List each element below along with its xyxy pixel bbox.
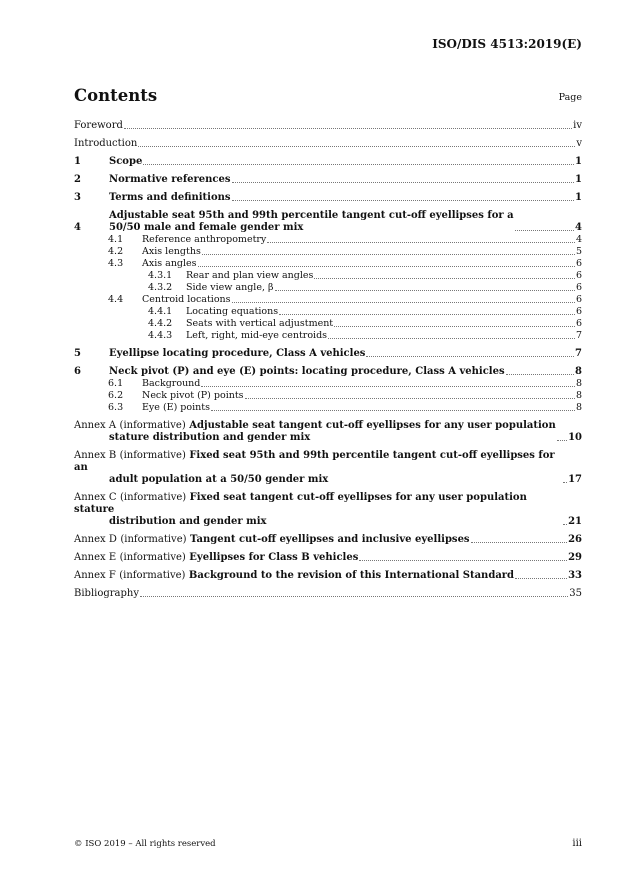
toc-entry-title-continued: stature distribution and gender mix — [109, 432, 311, 443]
toc-entry-number: 4 — [74, 222, 81, 233]
toc-entry-page: 26 — [568, 534, 582, 545]
toc-entry-page: 29 — [568, 552, 582, 563]
dot-leader — [334, 326, 575, 327]
toc-entry-number: 5 — [74, 348, 81, 359]
toc-entry-title: Left, right, mid-eye centroids — [186, 330, 328, 341]
dot-leader — [138, 146, 575, 147]
toc-entry[interactable] — [74, 234, 582, 246]
dot-leader — [143, 164, 574, 165]
dot-leader — [366, 356, 574, 357]
toc-entry-page: 35 — [569, 588, 582, 599]
annex-prefix: Annex A — [74, 420, 117, 431]
dot-leader — [124, 128, 572, 129]
dot-leader — [232, 200, 575, 201]
toc-entry-title: Eyellipses for Class B vehicles — [189, 552, 359, 563]
toc-entry-page: 6 — [575, 318, 582, 329]
toc-entry[interactable] — [74, 294, 582, 306]
toc-entry-title: Foreword — [74, 120, 123, 131]
toc-entry-page: 1 — [575, 192, 582, 203]
dot-leader — [279, 314, 575, 315]
toc-entry-title: Locating equations — [186, 306, 279, 317]
toc-entry-page: 4 — [575, 222, 582, 233]
dot-leader — [563, 482, 567, 483]
dot-leader — [314, 278, 575, 279]
annex-prefix: Annex C — [74, 492, 117, 503]
dot-leader — [328, 338, 575, 339]
toc-entry-title: Seats with vertical adjustment — [186, 318, 334, 329]
dot-leader — [198, 266, 575, 267]
toc-entry-title: Rear and plan view angles — [186, 270, 314, 281]
dot-leader — [471, 542, 568, 543]
toc-entry-title-continued: 50/50 male and female gender mix — [109, 222, 304, 233]
dot-leader — [232, 302, 575, 303]
toc-entry[interactable] — [74, 348, 582, 360]
toc-entry-number: 1 — [74, 156, 81, 167]
annex-prefix: Annex D — [74, 534, 117, 545]
toc-entry-title: Neck pivot (P) and eye (E) points: locating procedure, Class A vehicles — [109, 366, 505, 377]
dot-leader — [211, 410, 575, 411]
toc-entry-number: 3 — [74, 192, 81, 203]
toc-entry-title: Adjustable seat tangent cut-off eyellipses for any user population — [189, 420, 556, 431]
dot-leader — [506, 374, 574, 375]
toc-entry-number: 4.1 — [108, 234, 124, 245]
toc-entry[interactable] — [74, 210, 582, 234]
toc-entry-title: Adjustable seat 95th and 99th percentile tangent cut-off eyellipses for a — [109, 210, 514, 221]
dot-leader — [202, 254, 575, 255]
toc-entry-title: Background — [142, 378, 201, 389]
toc-entry-page: 5 — [575, 246, 582, 257]
toc-entry-page: v — [576, 138, 582, 149]
toc-entry-title: Reference anthropometry — [142, 234, 267, 245]
dot-leader — [201, 386, 575, 387]
toc-entry-number: 4.4 — [108, 294, 124, 305]
annex-informative-label: (informative) — [119, 450, 186, 461]
toc-entry[interactable] — [74, 306, 582, 318]
dot-leader — [563, 524, 567, 525]
dot-leader — [140, 596, 568, 597]
toc-entry-title: Fixed seat tangent cut-off eyellipses for any user population stature — [74, 492, 527, 515]
toc-entry[interactable] — [74, 330, 582, 342]
dot-leader — [359, 560, 567, 561]
toc-entry-page: 7 — [575, 330, 582, 341]
toc-entry-title: Terms and definitions — [109, 192, 231, 203]
toc-entry-number: 6 — [74, 366, 81, 377]
toc-entry-page: 6 — [575, 294, 582, 305]
toc-entry[interactable] — [74, 258, 582, 270]
toc-entry-page: 8 — [575, 402, 582, 413]
toc-entry-number: 4.3 — [108, 258, 124, 269]
toc-entry-number: 4.2 — [108, 246, 124, 257]
toc-entry[interactable] — [74, 366, 582, 378]
toc-entry[interactable] — [74, 174, 582, 186]
contents-heading: Contents — [74, 86, 158, 105]
toc-entry-page: 1 — [575, 174, 582, 185]
toc-entry-title: Axis lengths — [142, 246, 201, 257]
toc-entry-title: Axis angles — [142, 258, 197, 269]
toc-entry-title: Side view angle, β — [186, 282, 274, 293]
toc-entry-page: 8 — [575, 390, 582, 401]
toc-entry[interactable] — [74, 402, 582, 414]
toc-entry-page: 21 — [568, 516, 582, 527]
toc-entry-number: 4.4.2 — [148, 318, 173, 329]
toc-entry-title: Background to the revision of this International Standard — [188, 570, 515, 581]
toc-entry-number: 4.4.3 — [148, 330, 173, 341]
annex-informative-label: (informative) — [119, 552, 186, 563]
annex-informative-label: (informative) — [119, 492, 187, 503]
toc-entry-page: 8 — [575, 366, 582, 377]
toc-entry-page: 6 — [575, 282, 582, 293]
dot-leader — [557, 440, 567, 441]
annex-informative-label: (informative) — [120, 534, 187, 545]
toc-entry-title: Tangent cut-off eyellipses and inclusive eyellipses — [190, 534, 470, 545]
toc-entry-title: Centroid locations — [142, 294, 231, 305]
page-number: iii — [572, 838, 582, 849]
toc-entry-title: Scope — [109, 156, 143, 167]
toc-entry[interactable] — [74, 570, 582, 582]
toc-entry-title: Bibliography — [74, 588, 139, 599]
toc-entry-title: Introduction — [74, 138, 138, 149]
dot-leader — [515, 578, 567, 579]
toc-entry[interactable] — [74, 246, 582, 258]
toc-entry[interactable] — [74, 318, 582, 330]
toc-entry-title: Neck pivot (P) points — [142, 390, 244, 401]
page-column-label: Page — [558, 92, 582, 103]
annex-prefix: Annex E — [74, 552, 117, 563]
toc-entry[interactable] — [74, 378, 582, 390]
toc-entry[interactable] — [74, 282, 582, 294]
toc-entry-page: 6 — [575, 258, 582, 269]
annex-prefix: Annex F — [74, 570, 116, 581]
toc-entry-page: 1 — [575, 156, 582, 167]
toc-entry-page: 33 — [568, 570, 582, 581]
toc-entry-page: iv — [573, 120, 582, 131]
dot-leader — [267, 242, 575, 243]
toc-entry-title-continued: distribution and gender mix — [109, 516, 267, 527]
annex-informative-label: (informative) — [119, 420, 186, 431]
toc-entry[interactable] — [74, 138, 582, 150]
toc-entry[interactable] — [74, 588, 582, 600]
document-id: ISO/DIS 4513:2019(E) — [432, 37, 582, 51]
toc-entry-number: 6.3 — [108, 402, 124, 413]
toc-entry-page: 17 — [568, 474, 582, 485]
toc-entry-title: Normative references — [109, 174, 231, 185]
toc-entry[interactable] — [74, 270, 582, 282]
toc-entry[interactable] — [74, 156, 582, 168]
dot-leader — [515, 230, 574, 231]
toc-entry-title: Fixed seat 95th and 99th percentile tangent cut-off eyellipses for an — [74, 450, 555, 473]
toc-entry-title: Eye (E) points — [142, 402, 210, 413]
toc-entry-page: 7 — [575, 348, 582, 359]
toc-entry[interactable] — [74, 552, 582, 564]
dot-leader — [275, 290, 575, 291]
toc-entry-page: 8 — [575, 378, 582, 389]
toc-entry[interactable] — [74, 534, 582, 546]
toc-entry[interactable] — [74, 450, 582, 486]
toc-entry-page: 6 — [575, 306, 582, 317]
toc-entry-page: 4 — [575, 234, 582, 245]
toc-entry-page: 10 — [568, 432, 582, 443]
toc-entry[interactable] — [74, 492, 582, 528]
annex-prefix: Annex B — [74, 450, 117, 461]
toc-entry-number: 6.1 — [108, 378, 124, 389]
copyright-footer: © ISO 2019 – All rights reserved — [74, 839, 216, 849]
toc-entry-page: 6 — [575, 270, 582, 281]
toc-entry-number: 4.3.1 — [148, 270, 173, 281]
dot-leader — [232, 182, 575, 183]
toc-entry[interactable] — [74, 390, 582, 402]
toc-entry-number: 6.2 — [108, 390, 124, 401]
table-of-contents — [74, 120, 582, 600]
annex-informative-label: (informative) — [119, 570, 186, 581]
toc-entry-title: Eyellipse locating procedure, Class A vehicles — [109, 348, 366, 359]
dot-leader — [245, 398, 575, 399]
toc-entry[interactable] — [74, 420, 582, 444]
toc-entry-number: 2 — [74, 174, 81, 185]
toc-entry-number: 4.4.1 — [148, 306, 173, 317]
toc-entry[interactable] — [74, 120, 582, 132]
toc-entry-title-continued: adult population at a 50/50 gender mix — [109, 474, 329, 485]
toc-entry-number: 4.3.2 — [148, 282, 173, 293]
toc-entry[interactable] — [74, 192, 582, 204]
